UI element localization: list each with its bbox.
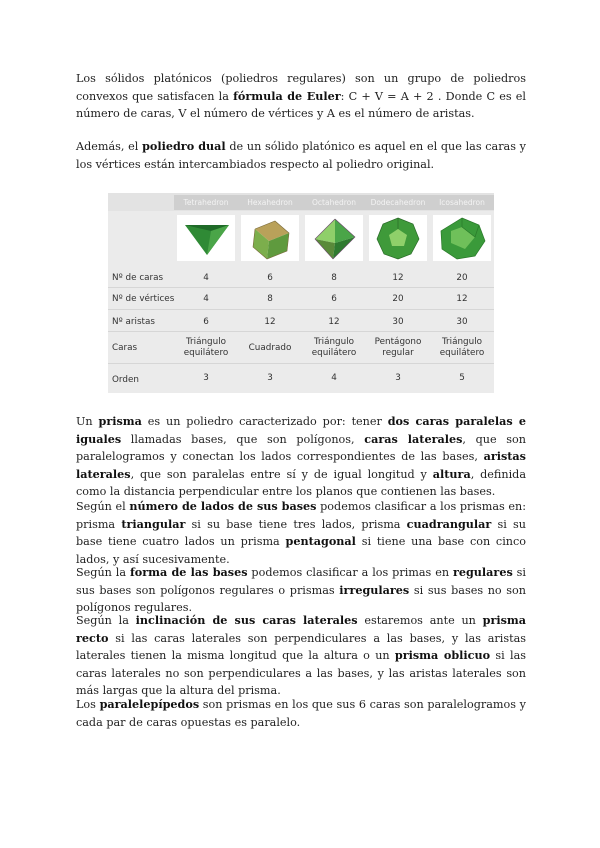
text: : C + V = A + 2 . Donde C es el número de caras, V el número de vértices y A es el número de aristas.: [76, 89, 526, 120]
text: de un sólido platónico es aquel en el que las caras y los vértices están intercambiados respecto al poliedro original.: [76, 140, 527, 171]
bold-term: prisma oblicuo: [394, 648, 491, 662]
text: es un poliedro caracterizado por: tener: [141, 415, 388, 428]
text: estaremos ante un: [357, 614, 483, 627]
table-cell: 3: [267, 373, 273, 383]
table-cell: 6: [203, 317, 209, 327]
row-label-caras-count: Nº de caras: [112, 273, 164, 283]
bold-term: prisma: [98, 414, 142, 428]
text: Los sólidos platónicos (poliedros regulares) son un grupo de poliedros convexos que satisfacen la: [76, 72, 526, 103]
paragraph-prisma: [76, 413, 526, 501]
table-cell: Cuadrado: [248, 343, 292, 353]
bold-term: cuadrangular: [406, 516, 492, 531]
text: Los: [76, 698, 100, 711]
paragraph-numero-lados: [76, 498, 526, 568]
text: son prismas en los que sus 6 caras son paralelogramos y cada par de caras opuestas es paralelo.: [76, 698, 526, 729]
text: si su base tiene cuatro lados un prisma: [76, 517, 526, 548]
bold-term: paralelepípedos: [99, 697, 200, 711]
bold-term: aristas laterales: [76, 449, 526, 481]
text: si sus bases no son polígonos regulares.: [76, 583, 526, 614]
bold-term: inclinación de sus caras laterales: [135, 613, 358, 627]
header-hexahedron: Hexahedron: [238, 195, 302, 210]
table-cell: 5: [459, 373, 465, 383]
row-divider: [108, 363, 494, 364]
table-cell: 6: [331, 294, 337, 304]
paragraph-platonic-solids: [76, 70, 526, 123]
hexahedron-icon: [241, 215, 299, 261]
table-cell: 20: [392, 294, 404, 304]
tetrahedron-icon: [177, 215, 235, 261]
text: Un: [76, 415, 99, 428]
row-label-orden: Orden: [112, 375, 139, 385]
paragraph-paralelepipedos: [76, 696, 526, 731]
table-cell: 30: [456, 317, 468, 327]
text: si las caras laterales no son perpendiculares a las bases, y las aristas laterales son más largas que la altura del prisma.: [76, 649, 526, 697]
row-label-vertices: Nº de vértices: [112, 294, 175, 304]
text: llamadas bases, que son polígonos,: [121, 432, 365, 446]
table-cell: 12: [264, 317, 276, 327]
bold-term: triangular: [121, 516, 186, 531]
text: , definida como la distancia perpendicular entre los planos que contienen las bases.: [76, 467, 526, 498]
table-cell: 20: [456, 273, 468, 283]
row-divider: [108, 309, 494, 310]
row-label-caras: Caras: [112, 343, 138, 353]
bold-term: dos caras paralelas e iguales: [76, 414, 526, 446]
text: podemos clasificar a los prismas en: prisma: [76, 500, 526, 531]
table-cell: 4: [203, 294, 209, 304]
bold-term: número de lados de sus bases: [129, 499, 317, 513]
text: si su base tiene tres lados, prisma: [185, 517, 407, 531]
bold-term: forma de las bases: [129, 565, 248, 579]
bold-term: fórmula de Euler: [233, 88, 341, 103]
table-cell: 3: [203, 373, 209, 383]
table-header: [108, 193, 494, 211]
paragraph-forma-bases: [76, 564, 526, 617]
row-divider: [108, 287, 494, 288]
table-cell: Triángulo equilátero: [311, 337, 357, 358]
table-cell: 12: [328, 317, 340, 327]
octahedron-icon: [305, 215, 363, 261]
table-cell: Triángulo equilátero: [183, 337, 229, 358]
table-cell: 3: [395, 373, 401, 383]
table-cell: Triángulo equilátero: [439, 337, 485, 358]
text: podemos clasificar a los primas en: [247, 566, 453, 579]
dodecahedron-icon: [369, 215, 427, 261]
table-cell: 6: [267, 273, 273, 283]
bold-term: irregulares: [339, 582, 410, 597]
table-cell: 30: [392, 317, 404, 327]
table-cell: 12: [456, 294, 468, 304]
text: Según el: [76, 500, 130, 513]
header-icosahedron: Icosahedron: [430, 195, 494, 210]
bold-term: caras laterales: [364, 431, 463, 446]
table-cell: Pentágono regular: [374, 337, 422, 358]
text: , que son paralelas entre sí y de igual longitud y: [130, 467, 433, 481]
table-cell: 8: [331, 273, 337, 283]
paragraph-dual-polyhedron: [76, 138, 526, 173]
table-cell: 12: [392, 273, 404, 283]
text: si las caras laterales son perpendiculares a las bases, y las aristas laterales tienen la misma longitud que la altura o un: [76, 631, 526, 662]
bold-term: regulares: [452, 565, 513, 579]
table-cell: 4: [203, 273, 209, 283]
text: Según la: [76, 614, 136, 627]
header-tetrahedron: Tetrahedron: [174, 195, 238, 210]
header-dodecahedron: Dodecahedron: [366, 195, 430, 210]
text: Además, el: [76, 140, 143, 153]
text: si sus bases son polígonos regulares o prismas: [76, 566, 526, 597]
paragraph-inclinacion: [76, 612, 526, 700]
bold-term: pentagonal: [285, 534, 356, 548]
table-cell: 4: [331, 373, 337, 383]
header-octahedron: Octahedron: [302, 195, 366, 210]
bold-term: prisma recto: [76, 613, 526, 645]
bold-term: poliedro dual: [142, 139, 226, 153]
text: , que son paralelogramos y conectan los lados correspondientes de las bases,: [76, 432, 526, 463]
platonic-solids-table: [108, 193, 494, 393]
table-cell: 8: [267, 294, 273, 304]
row-divider: [108, 331, 494, 332]
icosahedron-icon: [433, 215, 491, 261]
row-label-aristas: Nº aristas: [112, 317, 155, 327]
text: si tiene una base con cinco lados, y así sucesivamente.: [76, 535, 526, 566]
text: Según la: [76, 566, 130, 579]
bold-term: altura: [432, 466, 471, 481]
